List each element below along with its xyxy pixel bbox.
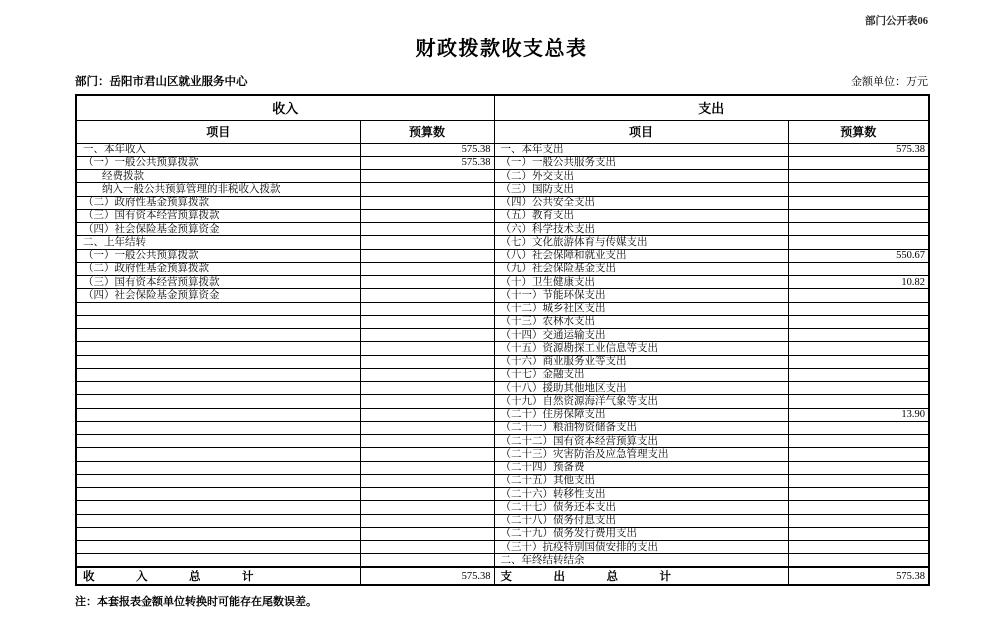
table-row bbox=[76, 474, 929, 487]
table-row bbox=[76, 408, 929, 421]
income-item-cell bbox=[76, 302, 360, 315]
income-value-cell bbox=[360, 262, 494, 275]
income-value-cell bbox=[360, 249, 494, 262]
expense-value-cell bbox=[788, 527, 929, 540]
income-item-cell: （二）政府性基金预算拨款 bbox=[76, 196, 360, 209]
table-row bbox=[76, 488, 929, 501]
expense-value-cell bbox=[788, 302, 929, 315]
table-row bbox=[76, 249, 929, 262]
income-value-cell bbox=[360, 329, 494, 342]
table-row bbox=[76, 395, 929, 408]
income-value-cell bbox=[360, 554, 494, 567]
table-row bbox=[76, 223, 929, 236]
column-header-row bbox=[76, 120, 929, 143]
income-value-cell bbox=[360, 435, 494, 448]
income-total-label: 收 入 总 计 bbox=[76, 567, 360, 585]
table-row bbox=[76, 276, 929, 289]
income-total-value: 575.38 bbox=[360, 567, 494, 585]
income-value-cell bbox=[360, 315, 494, 328]
income-item-cell: （二）政府性基金预算拨款 bbox=[76, 262, 360, 275]
table-row bbox=[76, 554, 929, 567]
expense-item-cell: （二十七）债务还本支出 bbox=[494, 501, 788, 514]
income-value-cell: 575.38 bbox=[360, 156, 494, 169]
income-item-header: 项目 bbox=[76, 120, 360, 143]
table-row bbox=[76, 355, 929, 368]
income-value-cell bbox=[360, 448, 494, 461]
income-section-header: 收入 bbox=[76, 95, 494, 120]
expense-item-cell: （二十一）粮油物资储备支出 bbox=[494, 421, 788, 434]
expense-value-cell bbox=[788, 183, 929, 196]
income-value-cell: 575.38 bbox=[360, 143, 494, 156]
income-item-cell bbox=[76, 474, 360, 487]
table-row bbox=[76, 514, 929, 527]
expense-item-cell: （十八）援助其他地区支出 bbox=[494, 382, 788, 395]
expense-item-cell: 一、本年支出 bbox=[494, 143, 788, 156]
expense-value-cell: 10.82 bbox=[788, 276, 929, 289]
income-value-cell bbox=[360, 541, 494, 554]
table-row bbox=[76, 541, 929, 554]
expense-item-cell: （二十九）债务发行费用支出 bbox=[494, 527, 788, 540]
income-item-cell bbox=[76, 421, 360, 434]
income-value-cell bbox=[360, 514, 494, 527]
footnote: 注：本套报表金额单位转换时可能存在尾数误差。 bbox=[75, 596, 317, 608]
expense-item-cell: （三十）抗疫特别国债安排的支出 bbox=[494, 541, 788, 554]
income-item-cell bbox=[76, 435, 360, 448]
expense-value-cell bbox=[788, 461, 929, 474]
expense-item-cell: （七）文化旅游体育与传媒支出 bbox=[494, 236, 788, 249]
table-row bbox=[76, 329, 929, 342]
income-item-cell: （一）一般公共预算拨款 bbox=[76, 249, 360, 262]
income-value-cell bbox=[360, 488, 494, 501]
income-value-cell bbox=[360, 355, 494, 368]
income-item-cell bbox=[76, 501, 360, 514]
amount-unit-label: 金额单位：万元 bbox=[851, 76, 928, 88]
meta-row bbox=[75, 73, 928, 89]
page-title: 财政拨款收支总表 bbox=[415, 38, 588, 60]
expense-value-cell bbox=[788, 435, 929, 448]
income-value-cell bbox=[360, 408, 494, 421]
expense-section-header: 支出 bbox=[494, 95, 929, 120]
income-item-cell bbox=[76, 514, 360, 527]
table-row bbox=[76, 382, 929, 395]
expense-value-cell bbox=[788, 355, 929, 368]
income-item-cell bbox=[76, 554, 360, 567]
income-value-cell bbox=[360, 196, 494, 209]
table-row bbox=[76, 170, 929, 183]
expense-item-cell: （三）国防支出 bbox=[494, 183, 788, 196]
income-value-cell bbox=[360, 461, 494, 474]
expense-item-cell: （十四）交通运输支出 bbox=[494, 329, 788, 342]
income-item-cell bbox=[76, 315, 360, 328]
income-value-cell bbox=[360, 170, 494, 183]
income-value-cell bbox=[360, 421, 494, 434]
expense-item-cell: （二）外交支出 bbox=[494, 170, 788, 183]
expense-item-cell: （二十四）预备费 bbox=[494, 461, 788, 474]
table-row bbox=[76, 461, 929, 474]
table-row bbox=[76, 501, 929, 514]
income-value-cell bbox=[360, 183, 494, 196]
income-item-cell bbox=[76, 541, 360, 554]
expense-value-cell bbox=[788, 514, 929, 527]
income-item-cell: （四）社会保险基金预算资金 bbox=[76, 289, 360, 302]
income-value-cell bbox=[360, 342, 494, 355]
expense-value-cell bbox=[788, 289, 929, 302]
expense-value-cell bbox=[788, 554, 929, 567]
expense-value-cell bbox=[788, 170, 929, 183]
income-value-cell bbox=[360, 395, 494, 408]
expense-value-cell bbox=[788, 156, 929, 169]
income-value-cell bbox=[360, 474, 494, 487]
expense-value-cell: 13.90 bbox=[788, 408, 929, 421]
income-item-cell: 经费拨款 bbox=[76, 170, 360, 183]
income-value-cell bbox=[360, 527, 494, 540]
expense-value-cell bbox=[788, 501, 929, 514]
expense-total-value: 575.38 bbox=[788, 567, 929, 585]
expense-value-cell bbox=[788, 488, 929, 501]
income-item-cell: （三）国有资本经营预算拨款 bbox=[76, 276, 360, 289]
income-value-cell bbox=[360, 236, 494, 249]
income-value-cell bbox=[360, 209, 494, 222]
table-row bbox=[76, 435, 929, 448]
expense-item-cell: （一）一般公共服务支出 bbox=[494, 156, 788, 169]
table-row bbox=[76, 196, 929, 209]
income-value-cell bbox=[360, 289, 494, 302]
expense-value-cell bbox=[788, 368, 929, 381]
expense-value-cell bbox=[788, 342, 929, 355]
expense-value-cell bbox=[788, 395, 929, 408]
income-value-cell bbox=[360, 302, 494, 315]
expense-value-cell bbox=[788, 315, 929, 328]
expense-total-label: 支 出 总 计 bbox=[494, 567, 788, 585]
expense-item-cell: 二、年终结转结余 bbox=[494, 554, 788, 567]
table-row bbox=[76, 236, 929, 249]
income-item-cell bbox=[76, 382, 360, 395]
income-item-cell bbox=[76, 488, 360, 501]
income-item-cell bbox=[76, 395, 360, 408]
expense-value-cell bbox=[788, 448, 929, 461]
expense-value-cell bbox=[788, 262, 929, 275]
table-row bbox=[76, 183, 929, 196]
income-item-cell bbox=[76, 342, 360, 355]
expense-item-cell: （二十五）其他支出 bbox=[494, 474, 788, 487]
expense-item-cell: （二十）住房保障支出 bbox=[494, 408, 788, 421]
table-row bbox=[76, 289, 929, 302]
expense-value-cell bbox=[788, 329, 929, 342]
expense-item-cell: （六）科学技术支出 bbox=[494, 223, 788, 236]
income-budget-header: 预算数 bbox=[360, 120, 494, 143]
table-row bbox=[76, 156, 929, 169]
expense-item-cell: （十五）资源勘探工业信息等支出 bbox=[494, 342, 788, 355]
income-item-cell bbox=[76, 448, 360, 461]
expense-item-cell: （十二）城乡社区支出 bbox=[494, 302, 788, 315]
expense-value-cell bbox=[788, 382, 929, 395]
income-value-cell bbox=[360, 382, 494, 395]
expense-item-cell: （十三）农林水支出 bbox=[494, 315, 788, 328]
expense-item-cell: （二十六）转移性支出 bbox=[494, 488, 788, 501]
expense-item-cell: （四）公共安全支出 bbox=[494, 196, 788, 209]
expense-item-header: 项目 bbox=[494, 120, 788, 143]
income-value-cell bbox=[360, 368, 494, 381]
expense-value-cell bbox=[788, 209, 929, 222]
expense-value-cell: 550.67 bbox=[788, 249, 929, 262]
income-value-cell bbox=[360, 223, 494, 236]
expense-value-cell bbox=[788, 474, 929, 487]
department-label: 部门：岳阳市君山区就业服务中心 bbox=[75, 76, 248, 88]
table-row bbox=[76, 527, 929, 540]
income-value-cell bbox=[360, 501, 494, 514]
income-item-cell: （一）一般公共预算拨款 bbox=[76, 156, 360, 169]
table-row bbox=[76, 368, 929, 381]
table-row bbox=[76, 262, 929, 275]
income-item-cell bbox=[76, 368, 360, 381]
expense-item-cell: （十九）自然资源海洋气象等支出 bbox=[494, 395, 788, 408]
table-row bbox=[76, 448, 929, 461]
income-item-cell: （三）国有资本经营预算拨款 bbox=[76, 209, 360, 222]
document-sheet bbox=[75, 0, 928, 609]
expense-value-cell bbox=[788, 223, 929, 236]
table-row bbox=[76, 143, 929, 156]
expense-item-cell: （九）社会保险基金支出 bbox=[494, 262, 788, 275]
income-item-cell bbox=[76, 408, 360, 421]
income-item-cell bbox=[76, 461, 360, 474]
income-item-cell: 二、上年结转 bbox=[76, 236, 360, 249]
expense-value-cell bbox=[788, 196, 929, 209]
income-item-cell bbox=[76, 527, 360, 540]
expense-value-cell bbox=[788, 421, 929, 434]
income-item-cell: （四）社会保险基金预算资金 bbox=[76, 223, 360, 236]
doc-label: 部门公开表06 bbox=[865, 16, 928, 27]
table-row bbox=[76, 209, 929, 222]
expense-value-cell: 575.38 bbox=[788, 143, 929, 156]
expense-budget-header: 预算数 bbox=[788, 120, 929, 143]
expense-item-cell: （十）卫生健康支出 bbox=[494, 276, 788, 289]
income-item-cell: 一、本年收入 bbox=[76, 143, 360, 156]
expense-item-cell: （二十八）债务付息支出 bbox=[494, 514, 788, 527]
expense-item-cell: （八）社会保障和就业支出 bbox=[494, 249, 788, 262]
total-row bbox=[76, 567, 929, 585]
section-header-row bbox=[76, 95, 929, 120]
income-item-cell bbox=[76, 329, 360, 342]
income-item-cell: 纳入一般公共预算管理的非税收入拨款 bbox=[76, 183, 360, 196]
expense-item-cell: （十七）金融支出 bbox=[494, 368, 788, 381]
expense-value-cell bbox=[788, 236, 929, 249]
expense-item-cell: （十六）商业服务业等支出 bbox=[494, 355, 788, 368]
table-row bbox=[76, 315, 929, 328]
table-row bbox=[76, 421, 929, 434]
expense-item-cell: （十一）节能环保支出 bbox=[494, 289, 788, 302]
expense-item-cell: （五）教育支出 bbox=[494, 209, 788, 222]
income-value-cell bbox=[360, 276, 494, 289]
expense-item-cell: （二十二）国有资本经营预算支出 bbox=[494, 435, 788, 448]
budget-summary-table bbox=[75, 94, 930, 586]
income-item-cell bbox=[76, 355, 360, 368]
table-row bbox=[76, 342, 929, 355]
table-row bbox=[76, 302, 929, 315]
expense-value-cell bbox=[788, 541, 929, 554]
expense-item-cell: （二十三）灾害防治及应急管理支出 bbox=[494, 448, 788, 461]
